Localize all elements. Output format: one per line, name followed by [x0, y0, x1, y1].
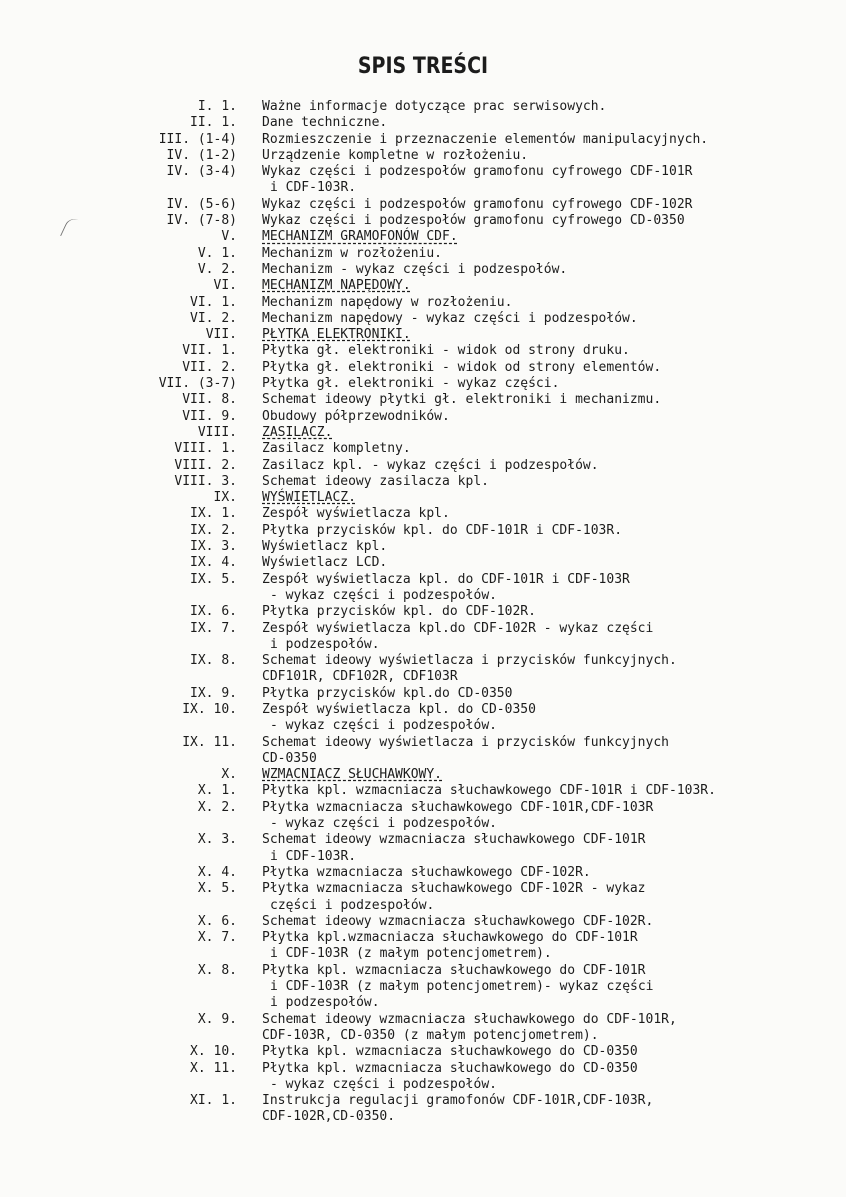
toc-entry-number: IX. 3.: [190, 539, 237, 555]
toc-entry-text: Płytka przycisków kpl. do CDF-101R i CDF-103R.: [262, 522, 623, 538]
toc-entry: [0, 441, 846, 457]
toc-entry-text: Płytka gł. elektroniki - widok od strony elementów.: [262, 359, 662, 375]
toc-entry-number: VII. (3-7): [158, 376, 237, 392]
toc-entry-number: X. 3.: [197, 832, 237, 848]
toc-entry-text: Mechanizm - wykaz części i podzespołów.: [262, 261, 568, 277]
toc-entry: [0, 132, 846, 148]
toc-entry-number: IX.: [213, 490, 237, 506]
toc-entry-number: VIII. 1.: [174, 441, 237, 457]
toc-entry-number: IX. 4.: [190, 555, 237, 571]
toc-entry-text: - wykaz części i podzespołów.: [270, 1076, 497, 1092]
toc-entry-text: Schemat ideowy wzmacniacza słuchawkowego do CDF-101R,: [262, 1011, 677, 1027]
toc-entry-number: VIII.: [197, 424, 237, 440]
toc-entry-text: Schemat ideowy wyświetlacza i przycisków funkcyjnych.: [262, 653, 677, 669]
toc-entry-text: Płytka gł. elektroniki - widok od strony druku.: [262, 343, 630, 359]
toc-entry: [0, 946, 846, 962]
toc-entry-text: Płytka przycisków kpl.do CD-0350: [262, 685, 513, 701]
toc-entry-number: IV. (3-4): [166, 164, 237, 180]
toc-entry-text: Płytka przycisków kpl. do CDF-102R.: [262, 604, 536, 620]
toc-entry-text: Wykaz części i podzespołów gramofonu cyfrowego CD-0350: [262, 213, 685, 229]
toc-entry-text: Schemat ideowy zasilacza kpl.: [262, 473, 489, 489]
toc-entry-text: CDF101R, CDF102R, CDF103R: [262, 669, 458, 685]
toc-entry-text: Zespół wyświetlacza kpl.: [262, 506, 450, 522]
toc-entry-text: Schemat ideowy płytki gł. elektroniki i mechanizmu.: [262, 392, 662, 408]
toc-entry: [0, 914, 846, 930]
toc-entry: [0, 604, 846, 620]
toc-entry-number: VII. 2.: [182, 359, 237, 375]
toc-entry: [0, 686, 846, 702]
toc-entry-text: Obudowy półprzewodników.: [262, 408, 450, 424]
toc-entry-text: Zasilacz kompletny.: [262, 441, 411, 457]
toc-entry-text: CD-0350: [262, 750, 317, 766]
toc-entry: [0, 767, 846, 783]
toc-entry-number: IV. (1-2): [166, 147, 237, 163]
toc-entry-number: VII. 9.: [182, 408, 237, 424]
toc-entry-number: IX. 9.: [190, 685, 237, 701]
toc-entry: [0, 555, 846, 571]
page-title: SPIS TREŚCI: [357, 53, 489, 79]
toc-entry-text: części i podzespołów.: [270, 897, 435, 913]
toc-entry-text: Wykaz części i podzespołów gramofonu cyfrowego CDF-101R: [262, 164, 693, 180]
toc-entry-text: Dane techniczne.: [262, 115, 388, 131]
toc-entry-number: X. 6.: [197, 913, 237, 929]
toc-entry: [0, 327, 846, 343]
toc-entry: [0, 262, 846, 278]
toc-entry: [0, 392, 846, 408]
toc-section-title: PŁYTKA ELEKTRONIKI.: [262, 327, 411, 343]
toc-entry-text: Płytka wzmacniacza słuchawkowego CDF-102R.: [262, 864, 591, 880]
toc-entry-number: IX. 1.: [190, 506, 237, 522]
toc-entry: [0, 246, 846, 262]
toc-entry-number: X. 4.: [197, 864, 237, 880]
toc-entry-number: IX. 8.: [190, 653, 237, 669]
toc-entry-number: V. 1.: [197, 245, 237, 261]
toc-entry: [0, 474, 846, 490]
toc-entry-text: Urządzenie kompletne w rozłożeniu.: [262, 147, 529, 163]
toc-entry-text: Płytka kpl. wzmacniacza słuchawkowego do CD-0350: [262, 1060, 638, 1076]
toc-entry: [0, 588, 846, 604]
toc-entry-number: XI. 1.: [190, 1093, 237, 1109]
toc-entry-text: Wyświetlacz LCD.: [262, 555, 388, 571]
toc-entry-number: III. (1-4): [158, 131, 237, 147]
toc-entry: [0, 702, 846, 718]
toc-entry: [0, 278, 846, 294]
toc-entry-number: VIII. 2.: [174, 457, 237, 473]
toc-entry-text: Instrukcja regulacji gramofonów CDF-101R,CDF-103R,: [262, 1093, 654, 1109]
toc-entry-text: Płytka wzmacniacza słuchawkowego CDF-101R,CDF-103R: [262, 799, 654, 815]
toc-entry-number: V.: [221, 229, 237, 245]
table-of-contents: [0, 99, 846, 1126]
toc-entry: [0, 490, 846, 506]
toc-entry: [0, 295, 846, 311]
toc-entry-number: X. 8.: [197, 962, 237, 978]
toc-entry-number: VI. 2.: [190, 310, 237, 326]
toc-entry-text: Płytka kpl. wzmacniacza słuchawkowego do CDF-101R: [262, 962, 646, 978]
toc-entry: [0, 572, 846, 588]
toc-entry-number: X. 11.: [190, 1060, 237, 1076]
toc-entry: [0, 1109, 846, 1125]
toc-entry: [0, 963, 846, 979]
toc-entry-text: i CDF-103R.: [270, 848, 357, 864]
toc-entry-number: X. 5.: [197, 881, 237, 897]
toc-entry: [0, 669, 846, 685]
toc-entry-text: CDF-102R,CD-0350.: [262, 1109, 396, 1125]
toc-entry: [0, 148, 846, 164]
toc-entry: [0, 360, 846, 376]
toc-entry: [0, 1061, 846, 1077]
toc-entry-text: i CDF-103R.: [270, 180, 357, 196]
toc-entry: [0, 751, 846, 767]
toc-entry-text: Schemat ideowy wzmacniacza słuchawkowego CDF-101R: [262, 832, 646, 848]
toc-entry-number: VIII. 3.: [174, 473, 237, 489]
toc-entry-number: V. 2.: [197, 261, 237, 277]
toc-entry-number: VI. 1.: [190, 294, 237, 310]
toc-entry-number: IX. 2.: [190, 522, 237, 538]
toc-entry-text: i podzespołów.: [270, 636, 380, 652]
toc-entry: [0, 539, 846, 555]
toc-section-title: ZASILACZ.: [262, 424, 333, 440]
toc-entry-text: Wyświetlacz kpl.: [262, 539, 388, 555]
toc-entry: [0, 1077, 846, 1093]
toc-entry-text: i CDF-103R (z małym potencjometrem)- wykaz części: [270, 979, 654, 995]
toc-entry: [0, 800, 846, 816]
toc-entry-text: Płytka wzmacniacza słuchawkowego CDF-102R - wykaz: [262, 881, 646, 897]
toc-entry: [0, 898, 846, 914]
toc-entry-text: - wykaz części i podzespołów.: [270, 587, 497, 603]
toc-entry: [0, 343, 846, 359]
toc-entry-number: IX. 5.: [190, 571, 237, 587]
toc-entry: [0, 1012, 846, 1028]
toc-entry-text: Zespół wyświetlacza kpl. do CD-0350: [262, 701, 536, 717]
toc-entry-number: VII. 1.: [182, 343, 237, 359]
toc-section-title: WYŚWIETLACZ.: [262, 490, 356, 506]
toc-section-title: MECHANIZM GRAMOFONÓW CDF.: [262, 229, 458, 245]
toc-entry-text: Mechanizm w rozłożeniu.: [262, 245, 443, 261]
toc-entry: [0, 409, 846, 425]
toc-entry-text: Płytka kpl. wzmacniacza słuchawkowego CDF-101R i CDF-103R.: [262, 783, 716, 799]
toc-entry: [0, 115, 846, 131]
toc-entry: [0, 621, 846, 637]
toc-entry-text: i podzespołów.: [270, 995, 380, 1011]
toc-entry-text: Rozmieszczenie i przeznaczenie elementów manipulacyjnych.: [262, 131, 709, 147]
toc-entry-number: II. 1.: [190, 115, 237, 131]
toc-entry-number: IV. (5-6): [166, 196, 237, 212]
toc-entry: [0, 164, 846, 180]
toc-entry: [0, 1044, 846, 1060]
toc-entry-number: IV. (7-8): [166, 213, 237, 229]
toc-entry: [0, 376, 846, 392]
toc-entry: [0, 832, 846, 848]
toc-entry: [0, 197, 846, 213]
toc-entry-number: VII.: [205, 327, 237, 343]
toc-entry-text: Zespół wyświetlacza kpl. do CDF-101R i CDF-103R: [262, 571, 630, 587]
toc-entry-number: VI.: [213, 278, 237, 294]
toc-entry: [0, 311, 846, 327]
toc-section-title: WZMACNIACZ SŁUCHAWKOWY.: [262, 767, 443, 783]
toc-entry: [0, 653, 846, 669]
toc-entry-text: i CDF-103R (z małym potencjometrem).: [270, 946, 552, 962]
toc-entry-number: IX. 6.: [190, 604, 237, 620]
toc-entry: [0, 425, 846, 441]
toc-entry: [0, 1093, 846, 1109]
toc-entry-number: X. 9.: [197, 1011, 237, 1027]
toc-entry: [0, 783, 846, 799]
toc-entry-text: Schemat ideowy wyświetlacza i przycisków funkcyjnych: [262, 734, 669, 750]
toc-entry-number: VII. 8.: [182, 392, 237, 408]
toc-entry: [0, 1028, 846, 1044]
toc-entry: [0, 180, 846, 196]
toc-entry: [0, 849, 846, 865]
toc-entry-number: X. 10.: [190, 1044, 237, 1060]
toc-entry-text: Zasilacz kpl. - wykaz części i podzespołów.: [262, 457, 599, 473]
toc-entry: [0, 995, 846, 1011]
toc-entry-text: Zespół wyświetlacza kpl.do CDF-102R - wykaz części: [262, 620, 654, 636]
toc-entry: [0, 718, 846, 734]
toc-entry-text: Mechanizm napędowy w rozłożeniu.: [262, 294, 513, 310]
toc-entry-number: X. 1.: [197, 783, 237, 799]
toc-entry: [0, 458, 846, 474]
toc-entry-text: CDF-103R, CD-0350 (z małym potencjometrem).: [262, 1027, 599, 1043]
toc-entry: [0, 523, 846, 539]
toc-entry-text: Płytka gł. elektroniki - wykaz części.: [262, 376, 560, 392]
toc-section-title: MECHANIZM NAPĘDOWY.: [262, 278, 411, 294]
toc-entry-number: IX. 7.: [190, 620, 237, 636]
toc-entry: [0, 99, 846, 115]
toc-entry: [0, 930, 846, 946]
toc-entry: [0, 881, 846, 897]
toc-entry-number: X. 2.: [197, 799, 237, 815]
toc-entry-text: - wykaz części i podzespołów.: [270, 816, 497, 832]
toc-entry-text: Płytka kpl.wzmacniacza słuchawkowego do CDF-101R: [262, 930, 638, 946]
toc-entry: [0, 735, 846, 751]
toc-entry-text: Płytka kpl. wzmacniacza słuchawkowego do CD-0350: [262, 1044, 638, 1060]
toc-entry-number: I. 1.: [197, 99, 237, 114]
toc-entry-number: X. 7.: [197, 930, 237, 946]
toc-entry: [0, 816, 846, 832]
toc-entry: [0, 637, 846, 653]
toc-entry-text: Schemat ideowy wzmacniacza słuchawkowego CDF-102R.: [262, 913, 654, 929]
toc-entry-text: Wykaz części i podzespołów gramofonu cyfrowego CDF-102R: [262, 196, 693, 212]
toc-entry: [0, 865, 846, 881]
toc-entry: [0, 506, 846, 522]
toc-entry-number: X.: [221, 767, 237, 783]
toc-entry: [0, 229, 846, 245]
toc-entry-number: IX. 10.: [182, 701, 237, 717]
toc-entry-number: IX. 11.: [182, 734, 237, 750]
toc-entry: [0, 979, 846, 995]
toc-entry-text: Mechanizm napędowy - wykaz części i podzespołów.: [262, 310, 638, 326]
toc-entry-text: - wykaz części i podzespołów.: [270, 718, 497, 734]
toc-entry: [0, 213, 846, 229]
toc-entry-text: Ważne informacje dotyczące prac serwisowych.: [262, 99, 607, 114]
